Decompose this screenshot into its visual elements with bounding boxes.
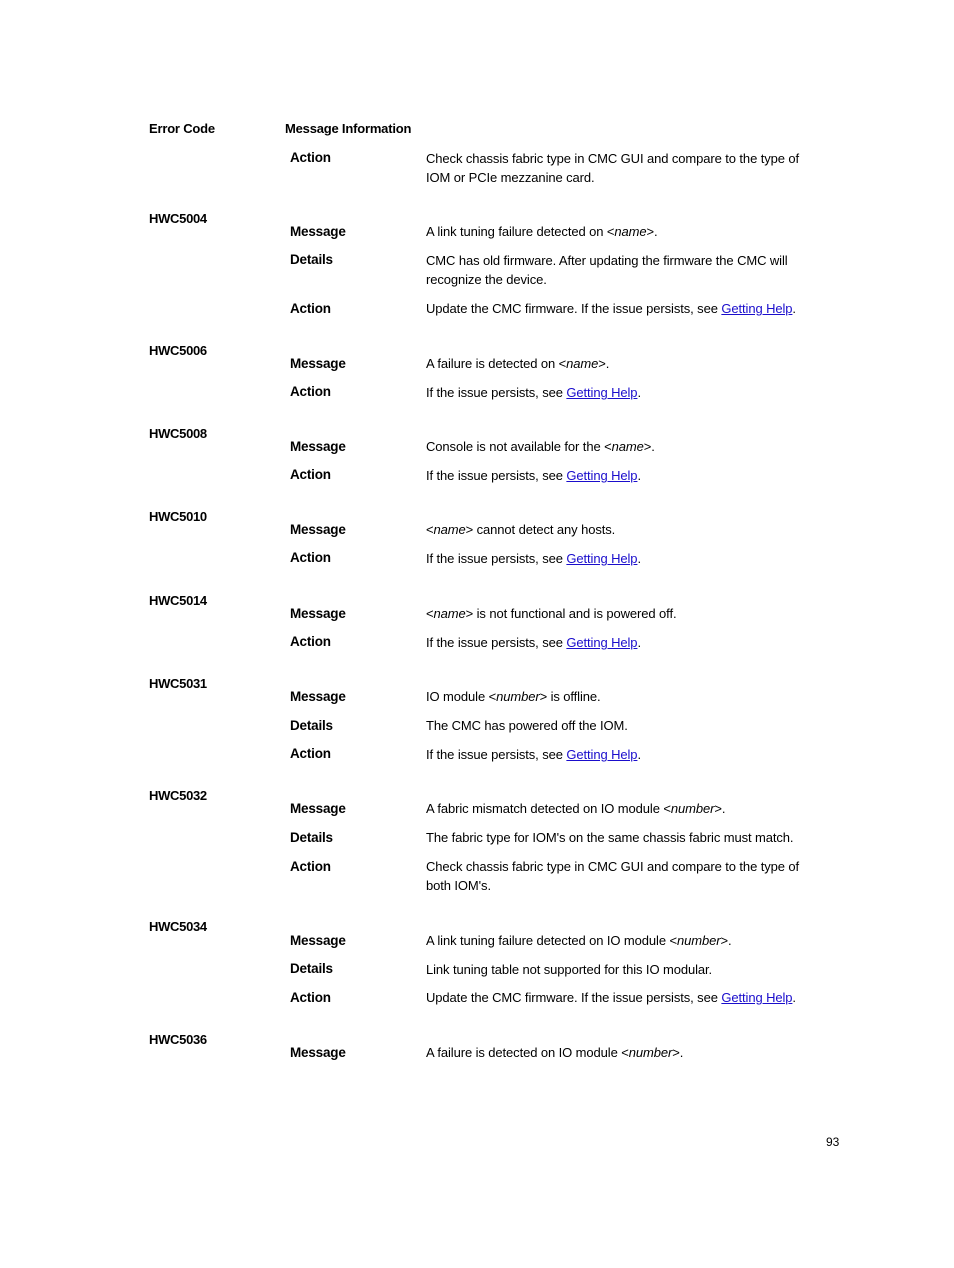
message-label: Message: [290, 522, 346, 537]
message-label: Message: [290, 801, 346, 816]
error-code: HWC5031: [149, 676, 207, 691]
details-text: Link tuning table not supported for this IO modular.: [426, 962, 713, 977]
details-text: CMC has old firmware. After updating the firmware the CMC will recognize the device.: [426, 253, 788, 287]
error-code: HWC5036: [149, 1032, 207, 1047]
details-label: Details: [290, 961, 333, 976]
getting-help-link[interactable]: Getting Help: [566, 635, 638, 650]
message-text: A link tuning failure detected on IO module <number>.: [426, 933, 732, 948]
error-code: HWC5004: [149, 211, 207, 226]
action-label: Action: [290, 384, 331, 399]
action-text: If the issue persists, see Getting Help.: [426, 468, 641, 483]
message-label: Message: [290, 439, 346, 454]
error-code: HWC5014: [149, 593, 207, 608]
error-code: HWC5006: [149, 343, 207, 358]
action-label: Action: [290, 746, 331, 761]
action-text: If the issue persists, see Getting Help.: [426, 635, 641, 650]
message-text: <name> cannot detect any hosts.: [426, 522, 616, 537]
action-label: Action: [290, 859, 331, 874]
message-label: Message: [290, 224, 346, 239]
details-label: Details: [290, 718, 333, 733]
action-label: Action: [290, 550, 331, 565]
message-text: <name> is not functional and is powered off.: [426, 606, 677, 621]
message-text: Console is not available for the <name>.: [426, 439, 655, 454]
action-text: Check chassis fabric type in CMC GUI and compare to the type of IOM or PCIe mezzanine card.: [426, 151, 800, 185]
message-label: Message: [290, 689, 346, 704]
message-text: IO module <number> is offline.: [426, 689, 601, 704]
action-text: Check chassis fabric type in CMC GUI and compare to the type of both IOM's.: [426, 859, 800, 893]
message-text: A failure is detected on IO module <number>.: [426, 1045, 684, 1060]
getting-help-link[interactable]: Getting Help: [566, 468, 638, 483]
message-label: Message: [290, 933, 346, 948]
action-label: Action: [290, 990, 331, 1005]
message-text: A fabric mismatch detected on IO module <number>.: [426, 801, 726, 816]
getting-help-link[interactable]: Getting Help: [721, 301, 793, 316]
details-text: The CMC has powered off the IOM.: [426, 718, 628, 733]
message-text: A failure is detected on <name>.: [426, 356, 610, 371]
action-label: Action: [290, 150, 331, 165]
action-label: Action: [290, 301, 331, 316]
error-code: HWC5010: [149, 509, 207, 524]
message-label: Message: [290, 606, 346, 621]
details-label: Details: [290, 830, 333, 845]
page-number: 93: [826, 1135, 840, 1149]
action-text: If the issue persists, see Getting Help.: [426, 551, 641, 566]
getting-help-link[interactable]: Getting Help: [721, 990, 793, 1005]
action-label: Action: [290, 467, 331, 482]
details-text: The fabric type for IOM's on the same chassis fabric must match.: [426, 830, 794, 845]
details-label: Details: [290, 252, 333, 267]
error-code: HWC5032: [149, 788, 207, 803]
column-header-error-code: Error Code: [149, 121, 215, 136]
message-text: A link tuning failure detected on <name>.: [426, 224, 658, 239]
message-label: Message: [290, 1045, 346, 1060]
column-header-message-information: Message Information: [285, 121, 412, 136]
action-text: If the issue persists, see Getting Help.: [426, 385, 641, 400]
message-label: Message: [290, 356, 346, 371]
getting-help-link[interactable]: Getting Help: [566, 747, 638, 762]
error-code: HWC5008: [149, 426, 207, 441]
error-code: HWC5034: [149, 919, 207, 934]
action-text: Update the CMC firmware. If the issue persists, see Getting Help.: [426, 301, 796, 316]
getting-help-link[interactable]: Getting Help: [566, 385, 638, 400]
getting-help-link[interactable]: Getting Help: [566, 551, 638, 566]
action-text: If the issue persists, see Getting Help.: [426, 747, 641, 762]
action-label: Action: [290, 634, 331, 649]
action-text: Update the CMC firmware. If the issue persists, see Getting Help.: [426, 990, 796, 1005]
